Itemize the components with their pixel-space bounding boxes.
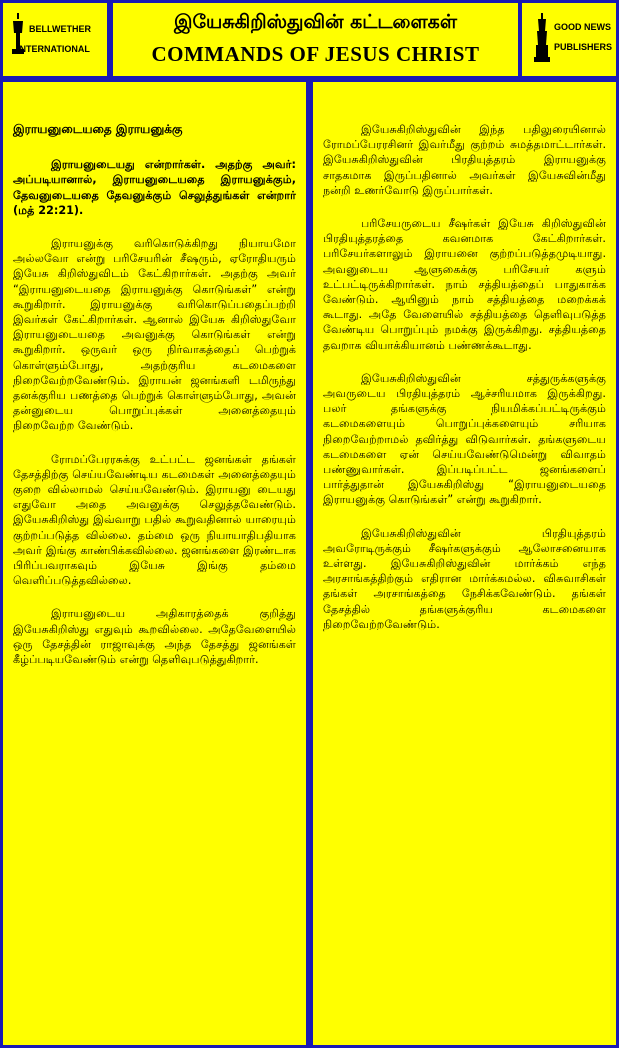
right-paragraph-3: இயேசுகிறிஸ்துவின் சத்துருக்களுக்கு அவருடைய பிரதியுத்தரம் ஆச்சரியமாக இருக்கிறது. பலர் தங்களுக்கு நியமிக்கப்பட்டிருக்கும் கடமைகளையும் பொறுப்புக்களையும் சரியாக நிறைவேற்றாமல் தவிர்த்து விடுவார்கள். தங்களுடைய கடமைகளை ஏன் செய்யவேண்டுமென்று விவாதம் பண்ணுவார்கள். இப்படிப்பட்ட ஜனங்களைப் பார்த்துதான் இயேசுகிறிஸ்து “இராயனுடையதை இராயனுக்கு கொடுங்கள்” என்று கூறுகிறார். bbox=[323, 371, 606, 507]
right-column bbox=[313, 82, 616, 1045]
right-column-content bbox=[323, 122, 606, 650]
title-tamil: இயேசுகிறிஸ்துவின் கட்டளைகள் bbox=[174, 11, 457, 33]
page-header bbox=[113, 3, 518, 76]
bellwether-logo-line2: INTERNATIONAL bbox=[17, 44, 90, 54]
bellwether-logo-line1: BELLWETHER bbox=[29, 24, 91, 34]
section-heading: இராயனுடையதை இராயனுக்கு bbox=[13, 122, 183, 136]
left-paragraph-3: இராயனுடைய அதிகாரத்தைக் குறித்து இயேசுகிறிஸ்து எதுவும் கூறவில்லை. அதேவேளையில் ஒரு தேசத்தின் ராஜாவுக்கு அந்த தேசத்து ஜனங்கள் கீழ்ப்படியவேண்டும் என்று தெளிவுபடுத்துகிறார். bbox=[13, 607, 296, 667]
right-paragraph-1: இயேசுகிறிஸ்துவின் இந்த பதிலுரையினால் ரோமப்பேரரசினர் இவர்மீது குற்றம் சுமத்தமாட்டார்கள். இயேசுகிறிஸ்துவின் பிரதியுத்தரம் இராயனுக்கு சாதகமாக இருப்பதினால் அவர்கள் இயேசுவின்மீது நன்றி உணர்வோடு இருப்பார்கள். bbox=[323, 123, 606, 197]
left-paragraph-2: ரோமப்பேரரசுக்கு உட்பட்ட ஜனங்கள் தங்கள் தேசத்திற்கு செய்யவேண்டிய கடமைகள் அனைத்தையும் குறை வில்லாமல் செய்யவேண்டும். இராயனு டையது எதுவோ அதை அவனுக்கு செலுத்தவேண்டும். இயேசுகிறிஸ்து இவ்வாறு பதில் கூறுவதினால் யாரையும் குற்றப்படுத்த வில்லை. தம்மை ஒரு நியாயாதிபதியாக அவர் இங்கு காண்பிக்கவில்லை. ஜனங்களை இரண்டாக பிரிப்பவராகவும் இயேசு இங்கு தம்மை வெளிப்படுத்தவில்லை. bbox=[13, 452, 296, 588]
bellwether-logo-box bbox=[3, 3, 107, 76]
left-column bbox=[3, 82, 306, 1045]
good-news-tower-icon bbox=[534, 13, 550, 63]
good-news-logo-box bbox=[522, 3, 616, 76]
good-news-logo-line1: GOOD NEWS bbox=[554, 22, 612, 32]
left-column-content bbox=[13, 122, 296, 685]
scripture-quote: இராயனுடையது என்றார்கள். அதற்கு அவர்: அப்படியானால், இராயனுடையதை இராயனுக்கும், தேவனுடையதை தேவனுக்கும் செலுத்துங்கள் என்றார் (மத் 22:21). bbox=[13, 158, 296, 217]
right-paragraph-4: இயேசுகிறிஸ்துவின் பிரதியுத்தரம் அவரோடிருக்கும் சீஷர்களுக்கும் ஆலோசனையாக உள்ளது. இயேசுகிறிஸ்துவின் மார்க்கம் எந்த அரசாங்கத்திற்கும் எதிரான மார்க்கமல்ல. விசுவாசிகள் தங்கள் அரசாங்கத்தை நேசிக்கவேண்டும். தங்கள் தேசத்தில் தங்களுக்குரிய கடமைகளை நிறைவேற்றவேண்டும். bbox=[323, 526, 606, 631]
good-news-logo-line2: PUBLISHERS bbox=[554, 42, 613, 52]
right-paragraph-2: பரிசேயருடைய சீஷர்கள் இயேசு கிறிஸ்துவின் பிரதியுத்தரத்தை கவனமாக கேட்கிறார்கள். பரிசேயர்களாலும் இராயனை குற்றப்படுத்தமுடியாது. அவனுடைய ஆளுகைக்கு பரிசேயர் களும் உட்பட்டிருக்கிறார்கள். நாம் சத்தியத்தைப் பாதுகாக்க வேண்டும். ஆயினும் நாம் சத்தியத்தை மறைக்கக் கூடாது. அதே வேளையில் சத்தியத்தை தெளிவுபடுத்த வேண்டிய பொறுப்பும் நமக்கு இருக்கிறது. சத்தியத்தை தவறாக வியாக்கியானம் பண்ணக்கூடாது. bbox=[323, 217, 606, 352]
title-english: COMMANDS OF JESUS CHRIST bbox=[151, 42, 480, 66]
left-paragraph-1: இராயனுக்கு வரிகொடுக்கிறது நியாயமோ அல்லவோ என்று பரிசேயரின் சீஷரும், ஏரோதியரும் இயேசு கிறிஸ்துவிடம் கேட்கிறார்கள். அதற்கு அவர் “இராயனுடையதை இராயனுக்கு கொடுங்கள்” என்று கூறுகிறார். இராயனுக்கு வரிகொடுப்பதைப்பற்றி இவர்கள் கேட்கிறார்கள். ஆனால் இயேசு கிறிஸ்துவோ இராயனுடையதை அவனுக்கு கொடுங்கள் என்று கூறுகிறார். ஒருவர் ஒரு நிர்வாகத்தைப் பெற்றுக் கொள்ளும்போது, அதற்குரிய கடமைகளை நிறைவேற்றவேண்டும். இராயன் ஜனங்களி டமிருந்து தனக்குரிய பணத்தை பெற்றுக் கொள்ளும்போது, அவன் தன்னுடைய பொறுப்புக்கள் அனைத்தையும் நிறைவேற்ற வேண்டும். bbox=[13, 237, 296, 433]
